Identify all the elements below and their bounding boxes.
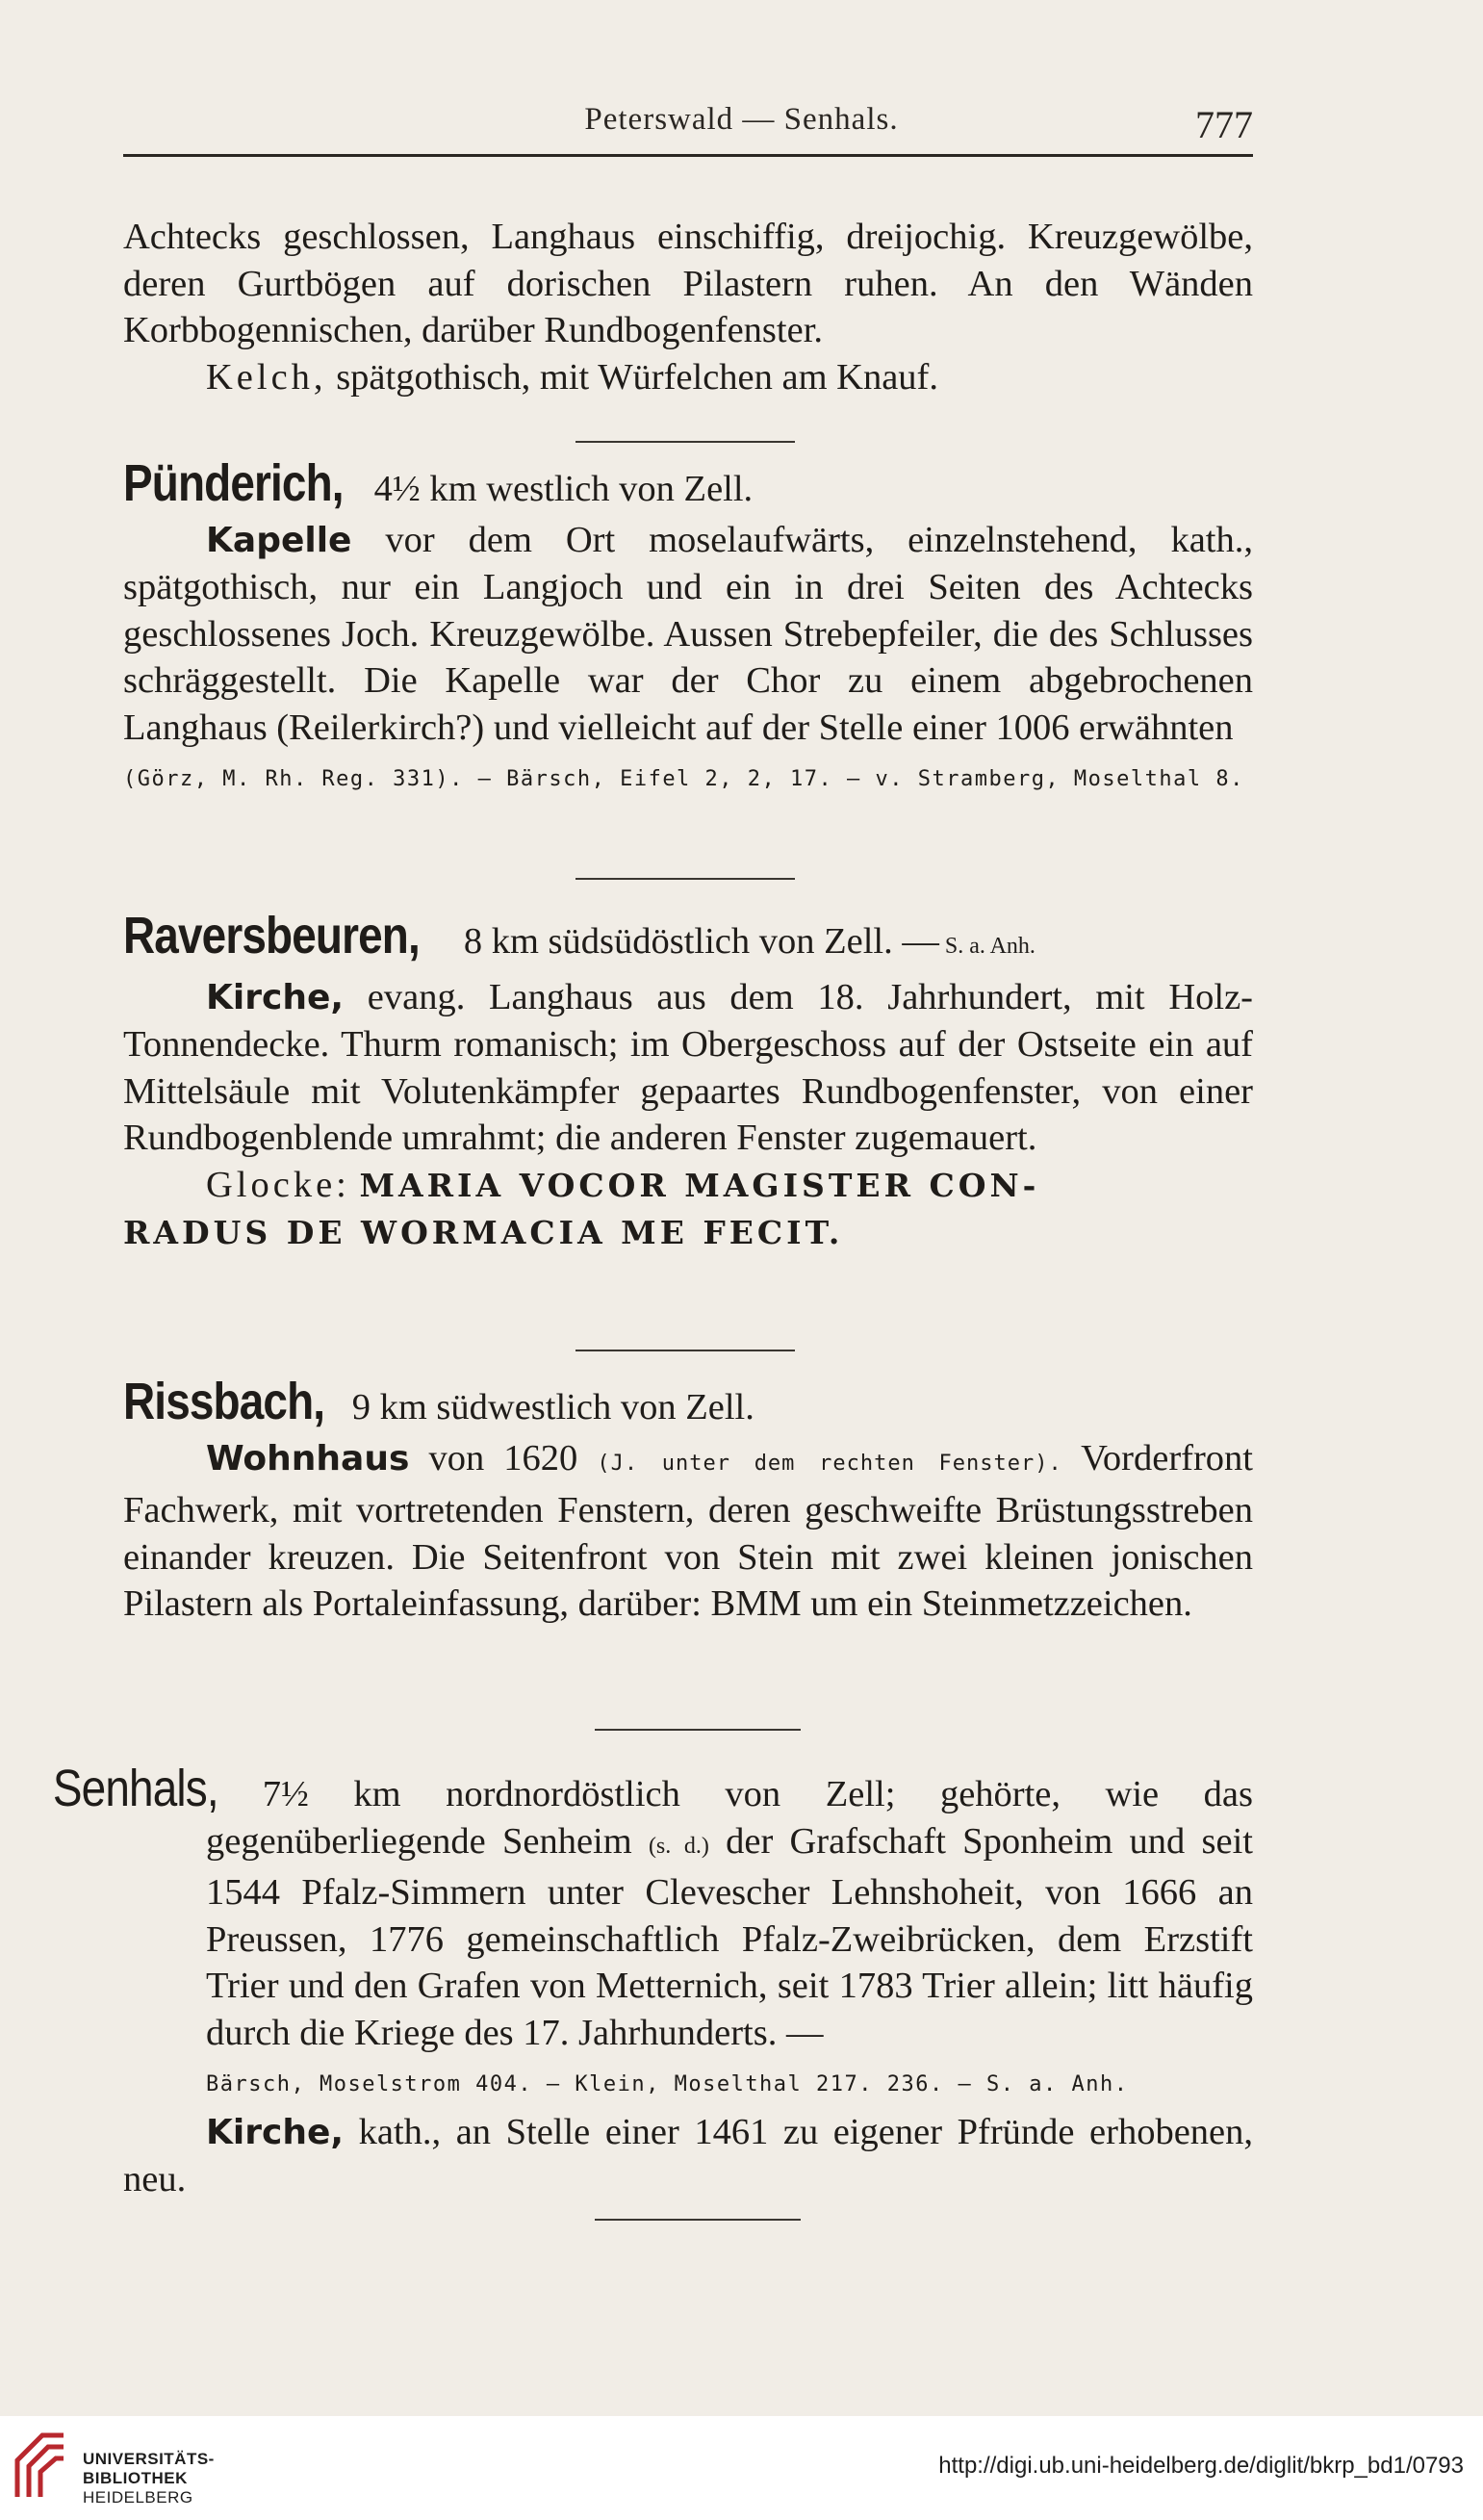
place-location: 4½ km westlich von Zell.	[365, 469, 754, 509]
inscription-line: MARIA VOCOR MAGISTER CON-	[359, 1166, 1040, 1204]
entry-text: evang. Langhaus aus dem 18. Jahrhundert, mit Holz-Tonnendecke. Thurm romanisch; im Obergeschoss auf der Ostseite ein auf Mittelsäule mit Volutenkämpfer gepaartes Rundbogenfenster, von einer Rundbogenblende umrahmt; die anderen Fenster zugemauert.	[123, 976, 1253, 1158]
section-divider	[575, 1350, 795, 1351]
inscription-line: RADUS DE WORMACIA ME FECIT.	[123, 1214, 844, 1251]
entry-text: kath., an Stelle einer 1461 zu eigener Pfründe erhobenen, neu.	[123, 2111, 1253, 2199]
entry-text: der Grafschaft Sponheim und seit 1544 Pfalz-Simmern unter Clevescher Lehnshoheit, von 1666 an Preussen, 1776 gemeinschaftlich Pfalz-Zweibrücken, dem Erzstift Trier und den Grafen von Metternich, seit 1783 Trier allein; litt häufig durch die Kriege des 17. Jahrhunderts. —	[206, 1820, 1253, 2053]
cross-reference: S. a. Anh.	[938, 934, 1036, 959]
section-rissbach	[123, 1373, 1253, 1628]
inline-note: (s. d.)	[648, 1833, 709, 1859]
place-name: Rissbach,	[123, 1373, 325, 1430]
entry-heading	[123, 1373, 1253, 1431]
bell-label: Glocke:	[206, 1164, 350, 1205]
keyword: Wohnhaus	[206, 1438, 410, 1479]
section-continuation	[123, 214, 1253, 400]
section-divider	[575, 878, 795, 880]
header-rule	[123, 154, 1253, 157]
logo-text-line1: UNIVERSITÄTS-	[83, 2450, 215, 2468]
section-puenderich	[123, 454, 1253, 804]
end-divider	[595, 2219, 801, 2221]
section-divider	[575, 441, 795, 443]
bell-inscription-cont	[123, 1209, 1253, 1257]
place-name: Raversbeuren,	[123, 907, 420, 964]
logo-text-line2: BIBLIOTHEK	[83, 2469, 188, 2487]
continuation-paragraph: Achtecks geschlossen, Langhaus einschiffig, dreijochig. Kreuzgewölbe, deren Gurtbögen auf dorischen Pilastern ruhen. An den Wänden Korbbogennischen, darüber Rundbogenfenster.	[123, 217, 1253, 350]
place-name: Pünderich,	[123, 454, 344, 512]
kelch-paragraph	[123, 354, 1253, 401]
logo-text-line3: HEIDELBERG	[83, 2488, 193, 2507]
entry-text: von 1620	[409, 1437, 598, 1479]
citation: (Görz, M. Rh. Reg. 331). — Bärsch, Eifel 2, 2, 17. — v. Stramberg, Moselthal 8.	[123, 767, 1244, 791]
inline-note: (J. unter dem rechten Fenster).	[597, 1451, 1062, 1476]
entry-paragraph	[123, 1435, 1253, 1628]
entry-text: Vorderfront Fachwerk, mit vortretenden Fenstern, deren geschweifte Brüstungsstreben einander kreuzen. Die Seitenfront von Stein mit zwei kleinen jonischen Pilastern als Portaleinfassung, darüber: BMM um ein Steinmetzzeichen.	[123, 1437, 1253, 1624]
entry-heading	[123, 454, 1253, 513]
entry-paragraph	[52, 1760, 1253, 2109]
section-senhals	[52, 1760, 1253, 2203]
place-name: Senhals,	[52, 1760, 218, 1817]
entry-text: 7½ km nordnordöstlich von Zell; gehörte, wie das gegenüberliegende Senheim	[206, 1774, 1253, 1862]
library-logo-icon	[13, 2431, 67, 2501]
bell-inscription	[123, 1162, 1253, 1210]
section-raversbeuren	[123, 907, 1253, 1257]
entry-paragraph	[123, 2109, 1253, 2203]
source-url-link[interactable]: http://digi.ub.uni-heidelberg.de/diglit/bkrp_bd1/0793	[938, 2453, 1464, 2479]
kelch-label: Kelch,	[206, 356, 327, 398]
entry-heading	[123, 907, 1253, 970]
kelch-text: spätgothisch, mit Würfelchen am Knauf.	[326, 356, 939, 398]
section-divider	[595, 1729, 801, 1731]
entry-paragraph	[123, 517, 1253, 804]
entry-paragraph	[123, 974, 1253, 1162]
place-location: 8 km südsüdöstlich von Zell. —	[454, 921, 939, 962]
keyword: Kapelle	[206, 520, 352, 560]
keyword: Kirche,	[206, 977, 345, 1017]
citation: Bärsch, Moselstrom 404. — Klein, Moselthal 217. 236. — S. a. Anh.	[206, 2072, 1129, 2096]
place-location: 9 km südwestlich von Zell.	[343, 1387, 754, 1427]
keyword: Kirche,	[206, 2112, 345, 2152]
running-header: Peterswald — Senhals.	[584, 102, 899, 137]
entry-text: vor dem Ort moselaufwärts, einzelnstehend, kath., spätgothisch, nur ein Langjoch und ein in drei Seiten des Achtecks geschlossenes Joch. Kreuzgewölbe. Aussen Strebepfeiler, die des Schlusses schräggestellt. Die Kapelle war der Chor zu einem abgebrochenen Langhaus (Reilerkirch?) und vielleicht auf der Stelle einer 1006 erwähnten	[123, 519, 1253, 748]
page-number: 777	[1195, 103, 1253, 146]
